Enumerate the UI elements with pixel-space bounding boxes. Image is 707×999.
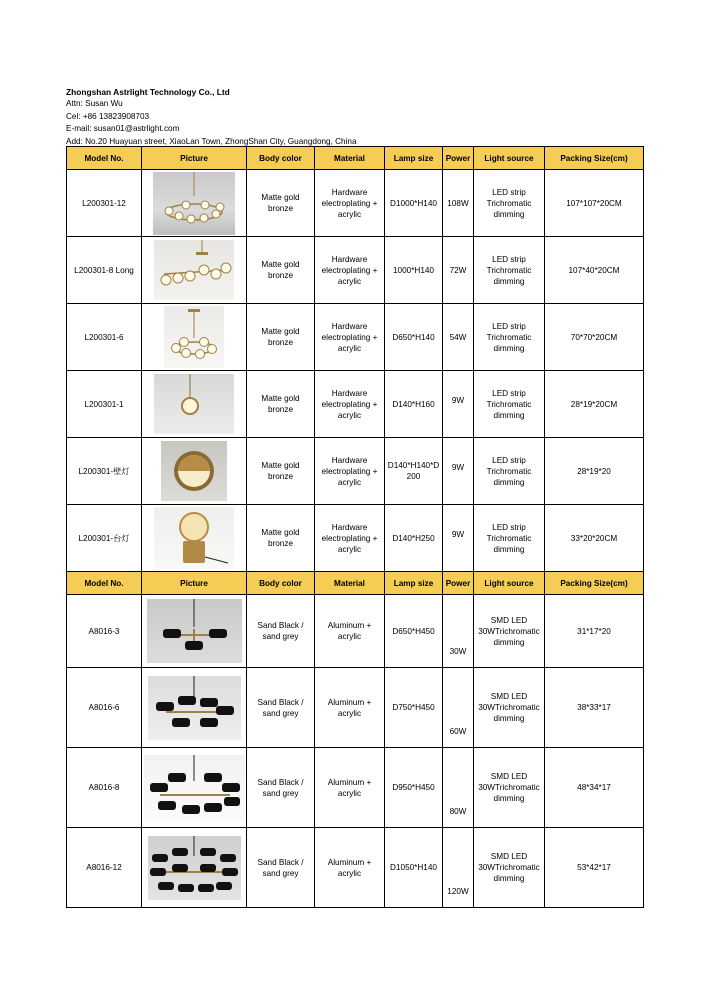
table-row xyxy=(67,828,644,908)
table-row xyxy=(67,371,644,438)
model-cell: L200301-8 Long xyxy=(67,237,142,304)
col-header-picture: Picture xyxy=(142,147,247,170)
picture-cell xyxy=(142,438,247,505)
material-cell: Hardware electroplating + acrylic xyxy=(315,237,385,304)
picture-cell xyxy=(142,505,247,572)
table-row xyxy=(67,237,644,304)
contact-address: Add: No.20 Huayuan street, XiaoLan Town, ZhongShan City, Guangdong, China xyxy=(66,136,357,146)
col-header-body-color: Body color xyxy=(247,572,315,595)
power-cell: 120W xyxy=(443,828,474,908)
table-row xyxy=(67,668,644,748)
wall-lamp-image xyxy=(161,441,227,501)
contact-email: E-mail: susan01@astrlight.com xyxy=(66,124,180,134)
power-cell: 108W xyxy=(443,170,474,237)
light-source-cell: LED strip Trichromatic dimming xyxy=(474,237,545,304)
body-color-cell: Matte gold bronze xyxy=(247,304,315,371)
chandelier-image xyxy=(144,755,245,821)
model-cell: L200301-壁灯 xyxy=(67,438,142,505)
model-cell: A8016-3 xyxy=(67,595,142,668)
material-cell: Aluminum + acrylic xyxy=(315,828,385,908)
light-source-cell: SMD LED 30WTrichromatic dimming xyxy=(474,668,545,748)
material-cell: Hardware electroplating + acrylic xyxy=(315,304,385,371)
model-cell: A8016-8 xyxy=(67,748,142,828)
power-cell: 9W xyxy=(443,438,474,505)
chandelier-image xyxy=(148,836,241,900)
picture-cell xyxy=(142,170,247,237)
table-header-row xyxy=(67,147,644,170)
packing-cell: 28*19*20CM xyxy=(545,371,644,438)
product-photo xyxy=(147,599,242,663)
light-source-cell: LED strip Trichromatic dimming xyxy=(474,438,545,505)
table-row xyxy=(67,438,644,505)
body-color-cell: Matte gold bronze xyxy=(247,237,315,304)
lamp-size-cell: D1050*H140 xyxy=(385,828,443,908)
col-header-material: Material xyxy=(315,572,385,595)
lamp-size-cell: 1000*H140 xyxy=(385,237,443,304)
lamp-size-cell: D1000*H140 xyxy=(385,170,443,237)
product-photo xyxy=(148,836,241,900)
col-header-packing: Packing Size(cm) xyxy=(545,147,644,170)
light-source-cell: SMD LED 30WTrichromatic dimming xyxy=(474,748,545,828)
col-header-picture: Picture xyxy=(142,572,247,595)
picture-cell xyxy=(142,371,247,438)
company-header xyxy=(66,86,357,148)
chandelier-image xyxy=(164,306,224,368)
product-spec-table xyxy=(66,146,644,908)
light-source-cell: LED strip Trichromatic dimming xyxy=(474,170,545,237)
material-cell: Hardware electroplating + acrylic xyxy=(315,170,385,237)
col-header-power: Power xyxy=(443,572,474,595)
contact-cel: Cel: +86 13823908703 xyxy=(66,111,150,121)
pendant-image xyxy=(154,374,234,434)
packing-cell: 28*19*20 xyxy=(545,438,644,505)
power-cell: 54W xyxy=(443,304,474,371)
col-header-material: Material xyxy=(315,147,385,170)
product-photo xyxy=(144,755,245,821)
table-row xyxy=(67,748,644,828)
light-source-cell: LED strip Trichromatic dimming xyxy=(474,505,545,572)
body-color-cell: Matte gold bronze xyxy=(247,170,315,237)
packing-cell: 107*107*20CM xyxy=(545,170,644,237)
packing-cell: 33*20*20CM xyxy=(545,505,644,572)
col-header-model: Model No. xyxy=(67,147,142,170)
table-lamp-image xyxy=(154,507,234,569)
model-cell: L200301-12 xyxy=(67,170,142,237)
chandelier-image xyxy=(153,172,235,235)
power-cell: 9W xyxy=(443,371,474,438)
table-row xyxy=(67,505,644,572)
light-source-cell: SMD LED 30WTrichromatic dimming xyxy=(474,595,545,668)
product-photo xyxy=(164,306,224,368)
chandelier-image xyxy=(154,240,234,300)
power-cell: 9W xyxy=(443,505,474,572)
material-cell: Aluminum + acrylic xyxy=(315,595,385,668)
packing-cell: 107*40*20CM xyxy=(545,237,644,304)
lamp-size-cell: D750*H450 xyxy=(385,668,443,748)
product-photo xyxy=(161,441,227,501)
picture-cell xyxy=(142,237,247,304)
model-cell: A8016-6 xyxy=(67,668,142,748)
material-cell: Hardware electroplating + acrylic xyxy=(315,371,385,438)
contact-attn: Attn: Susan Wu xyxy=(66,99,123,109)
material-cell: Aluminum + acrylic xyxy=(315,668,385,748)
picture-cell xyxy=(142,595,247,668)
picture-cell xyxy=(142,304,247,371)
product-photo xyxy=(154,240,234,300)
material-cell: Hardware electroplating + acrylic xyxy=(315,505,385,572)
chandelier-image xyxy=(148,676,241,740)
chandelier-image xyxy=(147,599,242,663)
model-cell: L200301-1 xyxy=(67,371,142,438)
body-color-cell: Matte gold bronze xyxy=(247,371,315,438)
body-color-cell: Matte gold bronze xyxy=(247,505,315,572)
lamp-size-cell: D650*H140 xyxy=(385,304,443,371)
lamp-size-cell: D950*H450 xyxy=(385,748,443,828)
packing-cell: 38*33*17 xyxy=(545,668,644,748)
power-cell: 30W xyxy=(443,595,474,668)
product-photo xyxy=(153,172,235,235)
model-cell: A8016-12 xyxy=(67,828,142,908)
light-source-cell: LED strip Trichromatic dimming xyxy=(474,371,545,438)
lamp-size-cell: D140*H250 xyxy=(385,505,443,572)
picture-cell xyxy=(142,748,247,828)
power-cell: 60W xyxy=(443,668,474,748)
light-source-cell: LED strip Trichromatic dimming xyxy=(474,304,545,371)
body-color-cell: Sand Black / sand grey xyxy=(247,748,315,828)
col-header-body-color: Body color xyxy=(247,147,315,170)
model-cell: L200301-台灯 xyxy=(67,505,142,572)
picture-cell xyxy=(142,668,247,748)
material-cell: Aluminum + acrylic xyxy=(315,748,385,828)
col-header-light-source: Light source xyxy=(474,572,545,595)
col-header-lamp-size: Lamp size xyxy=(385,572,443,595)
table-row xyxy=(67,170,644,237)
packing-cell: 53*42*17 xyxy=(545,828,644,908)
product-photo xyxy=(148,676,241,740)
col-header-packing: Packing Size(cm) xyxy=(545,572,644,595)
lamp-size-cell: D140*H140*D 200 xyxy=(385,438,443,505)
packing-cell: 48*34*17 xyxy=(545,748,644,828)
body-color-cell: Sand Black / sand grey xyxy=(247,595,315,668)
table-row xyxy=(67,595,644,668)
lamp-size-cell: D650*H450 xyxy=(385,595,443,668)
material-cell: Hardware electroplating + acrylic xyxy=(315,438,385,505)
table-row xyxy=(67,304,644,371)
model-cell: L200301-6 xyxy=(67,304,142,371)
col-header-lamp-size: Lamp size xyxy=(385,147,443,170)
light-source-cell: SMD LED 30WTrichromatic dimming xyxy=(474,828,545,908)
body-color-cell: Sand Black / sand grey xyxy=(247,668,315,748)
packing-cell: 70*70*20CM xyxy=(545,304,644,371)
packing-cell: 31*17*20 xyxy=(545,595,644,668)
power-cell: 80W xyxy=(443,748,474,828)
body-color-cell: Sand Black / sand grey xyxy=(247,828,315,908)
product-photo xyxy=(154,507,234,569)
product-photo xyxy=(154,374,234,434)
company-name: Zhongshan Astrlight Technology Co., Ltd xyxy=(66,87,230,97)
col-header-power: Power xyxy=(443,147,474,170)
picture-cell xyxy=(142,828,247,908)
body-color-cell: Matte gold bronze xyxy=(247,438,315,505)
power-cell: 72W xyxy=(443,237,474,304)
col-header-light-source: Light source xyxy=(474,147,545,170)
lamp-size-cell: D140*H160 xyxy=(385,371,443,438)
table-header-row xyxy=(67,572,644,595)
col-header-model: Model No. xyxy=(67,572,142,595)
